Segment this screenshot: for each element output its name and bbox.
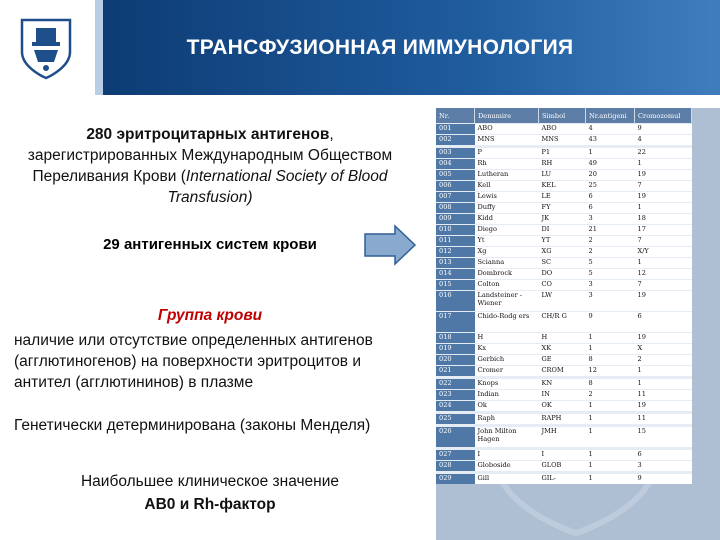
cell-symbol: MNS <box>539 135 586 147</box>
cell-nr: 004 <box>436 159 475 170</box>
cell-name: Indian <box>475 390 539 401</box>
table-row <box>436 333 692 344</box>
col-antigens: Nr.antigeni <box>586 108 635 124</box>
cell-nr: 003 <box>436 147 475 159</box>
blood-systems-table-panel <box>436 108 720 540</box>
table-header-row <box>436 108 692 124</box>
cell-antigens: 5 <box>586 269 635 280</box>
systems-count: 29 антигенных систем крови <box>103 236 317 253</box>
cell-nr: 013 <box>436 258 475 269</box>
cell-name: MNS <box>475 135 539 147</box>
cell-antigens: 8 <box>586 355 635 366</box>
cell-name: Ok <box>475 401 539 413</box>
cell-nr: 014 <box>436 269 475 280</box>
table-row <box>436 258 692 269</box>
cell-symbol: XG <box>539 247 586 258</box>
cell-symbol: DO <box>539 269 586 280</box>
table-row <box>436 269 692 280</box>
antigens-count: 280 эритроцитарных антигенов <box>86 126 330 143</box>
cell-symbol: LU <box>539 170 586 181</box>
cell-symbol: IN <box>539 390 586 401</box>
cell-name: Duffy <box>475 203 539 214</box>
cell-chromosome: 6 <box>635 449 692 461</box>
cell-nr: 010 <box>436 225 475 236</box>
cell-symbol: JMH <box>539 426 586 449</box>
cell-chromosome: 1 <box>635 366 692 378</box>
table-row <box>436 181 692 192</box>
cell-chromosome: X/Y <box>635 247 692 258</box>
cell-chromosome: 22 <box>635 147 692 159</box>
cell-name: Kidd <box>475 214 539 225</box>
cell-antigens: 9 <box>586 312 635 333</box>
cell-nr: 006 <box>436 181 475 192</box>
cell-symbol: RAPH <box>539 413 586 426</box>
table-row <box>436 291 692 312</box>
crest-icon <box>14 12 78 82</box>
cell-name: Gerbich <box>475 355 539 366</box>
cell-symbol: ABO <box>539 124 586 135</box>
cell-name: Diego <box>475 225 539 236</box>
cell-symbol: DI <box>539 225 586 236</box>
cell-antigens: 21 <box>586 225 635 236</box>
antigens-desc: , зарегистрированных Международным Обществом Переливания Крови ( <box>27 126 393 185</box>
cell-name: Lewis <box>475 192 539 203</box>
table-row <box>436 236 692 247</box>
cell-nr: 029 <box>436 473 475 485</box>
cell-nr: 009 <box>436 214 475 225</box>
cell-name: Scianna <box>475 258 539 269</box>
table-row <box>436 449 692 461</box>
antigens-paragraph <box>10 124 410 208</box>
table-row <box>436 426 692 449</box>
cell-chromosome: 19 <box>635 291 692 312</box>
cell-name: Raph <box>475 413 539 426</box>
cell-name: Gill <box>475 473 539 485</box>
cell-name: Knops <box>475 378 539 390</box>
cell-symbol: SC <box>539 258 586 269</box>
table-row <box>436 159 692 170</box>
cell-symbol: GLOB <box>539 461 586 473</box>
cell-chromosome: 9 <box>635 124 692 135</box>
blood-group-definition: наличие или отсутствие определенных антигенов (агглютиногенов) на поверхности эритроцитов и антител (агглютининов) в плазме <box>14 332 373 391</box>
cell-antigens: 2 <box>586 390 635 401</box>
cell-antigens: 1 <box>586 461 635 473</box>
cell-antigens: 2 <box>586 247 635 258</box>
cell-nr: 021 <box>436 366 475 378</box>
col-nr: Nr. <box>436 108 475 124</box>
cell-symbol: XK <box>539 344 586 355</box>
cell-chromosome: 7 <box>635 280 692 291</box>
cell-chromosome: 3 <box>635 461 692 473</box>
cell-chromosome: 4 <box>635 135 692 147</box>
table-row <box>436 170 692 181</box>
cell-antigens: 8 <box>586 378 635 390</box>
cell-antigens: 2 <box>586 236 635 247</box>
cell-nr: 011 <box>436 236 475 247</box>
cell-symbol: KN <box>539 378 586 390</box>
isbt-name: International Society of Blood Transfusion) <box>167 168 388 206</box>
cell-chromosome: 19 <box>635 192 692 203</box>
cell-nr: 024 <box>436 401 475 413</box>
cell-name: John Milton Hagen <box>475 426 539 449</box>
cell-chromosome: 15 <box>635 426 692 449</box>
cell-name: Lutheran <box>475 170 539 181</box>
cell-symbol: I <box>539 449 586 461</box>
cell-nr: 028 <box>436 461 475 473</box>
cell-nr: 017 <box>436 312 475 333</box>
cell-symbol: LW <box>539 291 586 312</box>
cell-chromosome: 19 <box>635 170 692 181</box>
table-row <box>436 401 692 413</box>
cell-nr: 008 <box>436 203 475 214</box>
cell-chromosome: 1 <box>635 258 692 269</box>
cell-name: Globoside <box>475 461 539 473</box>
cell-chromosome: 2 <box>635 355 692 366</box>
table-row <box>436 147 692 159</box>
cell-chromosome: 19 <box>635 401 692 413</box>
cell-symbol: CH/R G <box>539 312 586 333</box>
cell-symbol: CROM <box>539 366 586 378</box>
cell-chromosome: 11 <box>635 390 692 401</box>
cell-antigens: 5 <box>586 258 635 269</box>
cell-antigens: 3 <box>586 214 635 225</box>
cell-symbol: GIL- <box>539 473 586 485</box>
cell-chromosome: 9 <box>635 473 692 485</box>
cell-name: H <box>475 333 539 344</box>
col-name: Denumire <box>475 108 539 124</box>
table-row <box>436 247 692 258</box>
cell-antigens: 1 <box>586 473 635 485</box>
cell-antigens: 1 <box>586 413 635 426</box>
cell-symbol: GE <box>539 355 586 366</box>
cell-name: I <box>475 449 539 461</box>
cell-antigens: 1 <box>586 449 635 461</box>
cell-chromosome: 17 <box>635 225 692 236</box>
blood-systems-table <box>436 108 692 484</box>
table-row <box>436 280 692 291</box>
cell-name: Xg <box>475 247 539 258</box>
page-title: ТРАНСФУЗИОННАЯ ИММУНОЛОГИЯ <box>186 36 574 59</box>
cell-name: Kell <box>475 181 539 192</box>
cell-antigens: 6 <box>586 192 635 203</box>
cell-chromosome: 1 <box>635 159 692 170</box>
cell-antigens: 1 <box>586 333 635 344</box>
table-row <box>436 312 692 333</box>
cell-nr: 001 <box>436 124 475 135</box>
table-row <box>436 344 692 355</box>
cell-nr: 007 <box>436 192 475 203</box>
cell-chromosome: 1 <box>635 203 692 214</box>
cell-chromosome: 1 <box>635 378 692 390</box>
cell-nr: 020 <box>436 355 475 366</box>
cell-nr: 026 <box>436 426 475 449</box>
table-row <box>436 461 692 473</box>
cell-name: Dombrock <box>475 269 539 280</box>
col-chromosome: Cromozomul <box>635 108 692 124</box>
cell-name: Rh <box>475 159 539 170</box>
cell-antigens: 1 <box>586 426 635 449</box>
cell-symbol: KEL <box>539 181 586 192</box>
cell-nr: 019 <box>436 344 475 355</box>
table-row <box>436 135 692 147</box>
cell-antigens: 25 <box>586 181 635 192</box>
cell-antigens: 3 <box>586 280 635 291</box>
cell-chromosome: 19 <box>635 333 692 344</box>
cell-symbol: YT <box>539 236 586 247</box>
cell-nr: 002 <box>436 135 475 147</box>
cell-nr: 005 <box>436 170 475 181</box>
cell-antigens: 43 <box>586 135 635 147</box>
cell-chromosome: 12 <box>635 269 692 280</box>
arrow-right-icon <box>363 224 417 266</box>
cell-antigens: 49 <box>586 159 635 170</box>
cell-nr: 027 <box>436 449 475 461</box>
table-row <box>436 413 692 426</box>
cell-name: Colton <box>475 280 539 291</box>
table-row <box>436 390 692 401</box>
cell-antigens: 1 <box>586 147 635 159</box>
cell-antigens: 1 <box>586 401 635 413</box>
clinical-note-line1: Наибольшее клиническое значение <box>80 473 340 490</box>
cell-name: Landsteiner -Wiener <box>475 291 539 312</box>
cell-symbol: CO <box>539 280 586 291</box>
cell-symbol: JK <box>539 214 586 225</box>
table-row <box>436 355 692 366</box>
cell-name: P <box>475 147 539 159</box>
cell-chromosome: 7 <box>635 236 692 247</box>
cell-antigens: 12 <box>586 366 635 378</box>
blood-group-title: Группа крови <box>157 307 263 324</box>
cell-symbol: LE <box>539 192 586 203</box>
cell-chromosome: 7 <box>635 181 692 192</box>
cell-antigens: 3 <box>586 291 635 312</box>
cell-name: ABO <box>475 124 539 135</box>
table-row <box>436 214 692 225</box>
cell-antigens: 20 <box>586 170 635 181</box>
clinical-note <box>10 470 410 516</box>
col-symbol: Simbol <box>539 108 586 124</box>
cell-symbol: RH <box>539 159 586 170</box>
table-row <box>436 203 692 214</box>
cell-antigens: 6 <box>586 203 635 214</box>
cell-nr: 025 <box>436 413 475 426</box>
table-row <box>436 366 692 378</box>
cell-symbol: OK <box>539 401 586 413</box>
cell-nr: 023 <box>436 390 475 401</box>
cell-antigens: 4 <box>586 124 635 135</box>
cell-chromosome: 11 <box>635 413 692 426</box>
cell-symbol: FY <box>539 203 586 214</box>
clinical-note-line2: AB0 и Rh-фактор <box>144 496 276 513</box>
cell-symbol: P1 <box>539 147 586 159</box>
cell-nr: 012 <box>436 247 475 258</box>
table-row <box>436 192 692 203</box>
table-row <box>436 473 692 485</box>
cell-name: Cromer <box>475 366 539 378</box>
cell-chromosome: X <box>635 344 692 355</box>
cell-name: Kx <box>475 344 539 355</box>
genetics-note: Генетически детерминирована (законы Менделя) <box>14 417 371 434</box>
cell-name: Chido-Rodg ers <box>475 312 539 333</box>
table-row <box>436 225 692 236</box>
cell-nr: 015 <box>436 280 475 291</box>
cell-name: Yt <box>475 236 539 247</box>
university-logo <box>0 0 95 95</box>
table-row <box>436 124 692 135</box>
cell-antigens: 1 <box>586 344 635 355</box>
cell-nr: 016 <box>436 291 475 312</box>
cell-chromosome: 18 <box>635 214 692 225</box>
cell-nr: 022 <box>436 378 475 390</box>
table-row <box>436 378 692 390</box>
cell-chromosome: 6 <box>635 312 692 333</box>
cell-nr: 018 <box>436 333 475 344</box>
cell-symbol: H <box>539 333 586 344</box>
